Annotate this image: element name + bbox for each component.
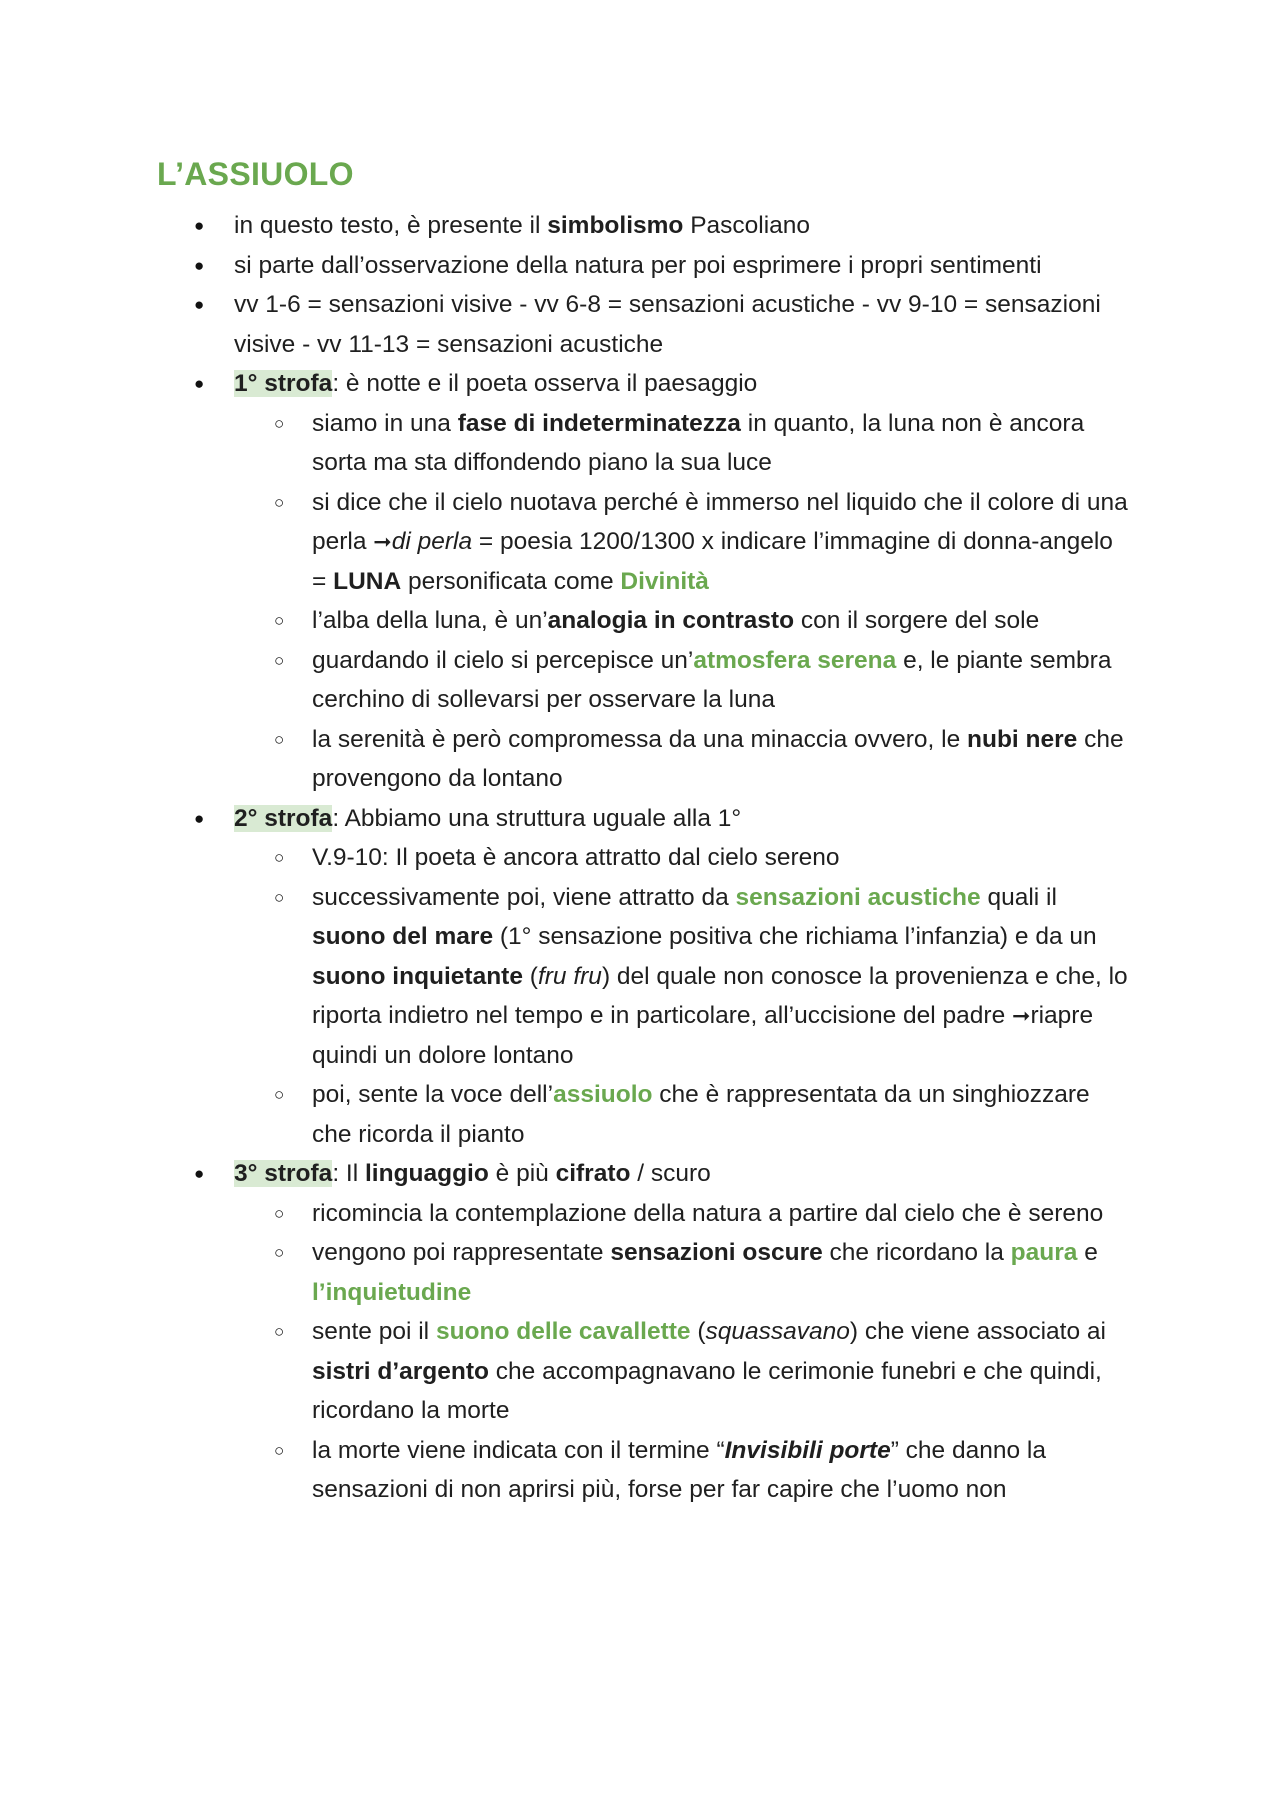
list-item: ○ guardando il cielo si percepisce un’atmosfera serena e, le piante sembra cerchino di sollevarsi per osservare la luna (234, 641, 1134, 720)
sub-list (234, 404, 1134, 799)
sub-list (234, 1194, 1134, 1510)
list-item: ○ sente poi il suono delle cavallette (squassavano) che viene associato ai sistri d’argento che accompagnavano le cerimonie funebri e che quindi, ricordano la morte (234, 1312, 1134, 1431)
list-item: ○ vengono poi rappresentate sensazioni oscure che ricordano la paura e l’inquietudine (234, 1233, 1134, 1312)
list-item: ● in questo testo, è presente il simbolismo Pascoliano (0, 206, 1134, 246)
arrow-icon: ➞ (373, 529, 392, 554)
page-title: L’ASSIUOLO (157, 156, 354, 192)
stanza-label: 2° strofa (234, 804, 333, 832)
list-item: ○ successivamente poi, viene attratto da sensazioni acustiche quali il suono del mare (1° sensazione positiva che richiama l’infanzia) e da un suono inquietante (fru fru) del quale non conosce la provenienza e che, lo riporta indietro nel tempo e in particolare, all’uccisione del padre ➞riapre quindi un dolore lontano (234, 878, 1134, 1076)
list-item: ○ l’alba della luna, è un’analogia in contrasto con il sorgere del sole (234, 601, 1134, 641)
main-bullet-list (0, 206, 1280, 1510)
list-item: ○ si dice che il cielo nuotava perché è immerso nel liquido che il colore di una perla ➞di perla = poesia 1200/1300 x indicare l’immagine di donna-angelo = LUNA personificata come Divinità (234, 483, 1134, 602)
list-item: ○ poi, sente la voce dell’assiuolo che è rappresentata da un singhiozzare che ricorda il pianto (234, 1075, 1134, 1154)
stanza-label: 3° strofa (234, 1160, 333, 1187)
list-item: ○ siamo in una fase di indeterminatezza in quanto, la luna non è ancora sorta ma sta diffondendo piano la sua luce (234, 404, 1134, 483)
stanza-label: 1° strofa (234, 370, 333, 397)
list-item: ● vv 1-6 = sensazioni visive - vv 6-8 = sensazioni acustiche - vv 9-10 = sensazioni visive - vv 11-13 = sensazioni acustiche (0, 285, 1134, 364)
stanza-2-item: ● 2° strofa: Abbiamo una struttura uguale alla 1° ○ V.9-10: Il poeta è ancora attratto dal cielo sereno ○ successivamente poi, viene attratto da sensazioni acustiche quali il suono del mare (1° sensazione positiva che richiama l’infanzia) e da un suono inquietante (fru fru) del quale non conosce la provenienza e che, lo riporta indietro nel tempo e in particolare, all’uccisione del padre ➞riapre quindi un dolore lontano ○ poi, sente la voce dell’assiuolo che è rappresentata da un singhiozzare che ricorda il pianto (0, 799, 1134, 1155)
list-item: ○ la serenità è però compromessa da una minaccia ovvero, le nubi nere che provengono da lontano (234, 720, 1134, 799)
list-item: ○ ricomincia la contemplazione della natura a partire dal cielo che è sereno (234, 1194, 1134, 1234)
stanza-3-item: ● 3° strofa: Il linguaggio è più cifrato / scuro ○ ricomincia la contemplazione della natura a partire dal cielo che è sereno ○ vengono poi rappresentate sensazioni oscure che ricordano la paura e l’inquietudine ○ sente poi il suono delle cavallette (squassavano) che viene associato ai sistri d’argento che accompagnavano le cerimonie funebri e che quindi, ricordano la morte ○ la morte viene indicata con il termine “Invisibili porte” che danno la sensazioni di non aprirsi più, forse per far capire che l’uomo non (0, 1154, 1134, 1510)
stanza-1-item: ● 1° strofa: è notte e il poeta osserva il paesaggio ○ siamo in una fase di indeterminatezza in quanto, la luna non è ancora sorta ma sta diffondendo piano la sua luce ○ si dice che il cielo nuotava perché è immerso nel liquido che il colore di una perla ➞di perla = poesia 1200/1300 x indicare l’immagine di donna-angelo = LUNA personificata come Divinità ○ l’alba della luna, è un’analogia in contrasto con il sorgere del sole ○ guardando il cielo si percepisce un’atmosfera serena e, le piante sembra cerchino di sollevarsi per osservare la luna ○ la serenità è però compromessa da una minaccia ovvero, le nubi nere che provengono da lontano (0, 364, 1134, 799)
sub-list (234, 838, 1134, 1154)
list-item: ○ la morte viene indicata con il termine “Invisibili porte” che danno la sensazioni di non aprirsi più, forse per far capire che l’uomo non (234, 1431, 1134, 1510)
list-item: ○ V.9-10: Il poeta è ancora attratto dal cielo sereno (234, 838, 1134, 878)
list-item: ● si parte dall’osservazione della natura per poi esprimere i propri sentimenti (0, 246, 1134, 286)
arrow-icon: ➞ (1012, 1003, 1031, 1028)
